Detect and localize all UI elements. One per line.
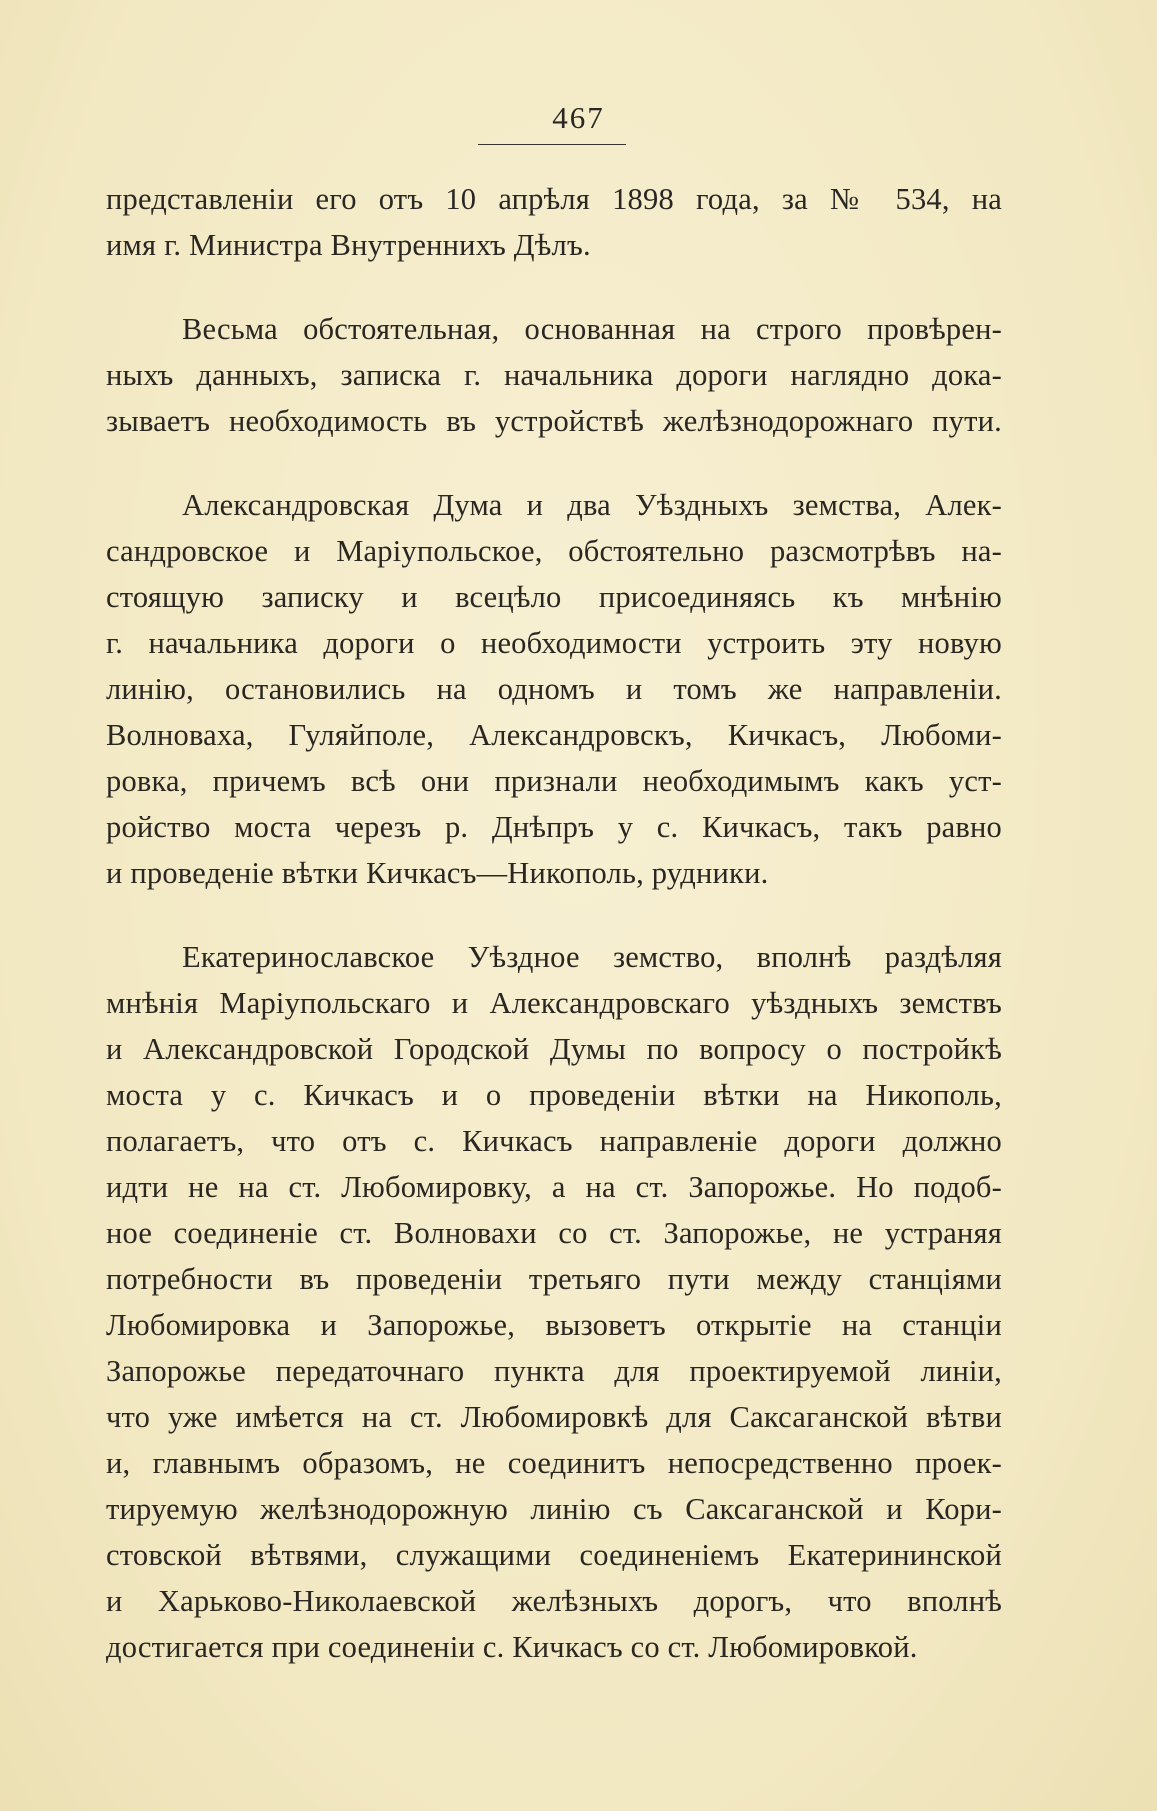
text-line: и, главнымъ образомъ, не соединитъ непосредственно проек- xyxy=(106,1446,1002,1480)
text-line: Любомировка и Запорожье, вызоветъ открытіе на станціи xyxy=(106,1308,1002,1342)
text-line: достигается при соединеніи с. Кичкасъ со ст. Любомировкой. xyxy=(106,1630,918,1664)
text-line: г. начальника дороги о необходимости устроить эту новую xyxy=(106,626,1002,660)
text-line: и Александровской Городской Думы по вопросу о постройкѣ xyxy=(106,1032,1002,1066)
text-line: Александровская Дума и два Уѣздныхъ земства, Алек- xyxy=(182,488,1002,522)
text-line: что уже имѣется на ст. Любомировкѣ для Саксаганской вѣтви xyxy=(106,1400,1002,1434)
text-line: и Харьково-Николаевской желѣзныхъ дорогъ, что вполнѣ xyxy=(106,1584,1002,1618)
text-line: идти не на ст. Любомировку, а на ст. Запорожье. Но подоб- xyxy=(106,1170,1002,1204)
paragraph-1 xyxy=(106,176,1002,268)
text-line: зываетъ необходимость въ устройствѣ желѣзнодорожнаго пути. xyxy=(106,404,1002,438)
text-line: представленіи его отъ 10 апрѣля 1898 года, за № 534, на xyxy=(106,182,1002,216)
text-line: полагаетъ, что отъ с. Кичкасъ направленіе дороги должно xyxy=(106,1124,1002,1158)
text-line: Екатеринославское Уѣздное земство, вполнѣ раздѣляя xyxy=(182,940,1002,974)
text-line: линію, остановились на одномъ и томъ же направленіи. xyxy=(106,672,1002,706)
paragraph-2 xyxy=(106,306,1002,444)
text-line: Весьма обстоятельная, основанная на строго провѣрен- xyxy=(182,312,1002,346)
text-line: потребности въ проведеніи третьяго пути между станціями xyxy=(106,1262,1002,1296)
body-text xyxy=(106,176,1002,1670)
page-number: 467 xyxy=(552,100,605,135)
page-number-rule xyxy=(478,144,626,145)
text-line: сандровское и Маріупольское, обстоятельно разсмотрѣвъ на- xyxy=(106,534,1002,568)
text-line: мнѣнія Маріупольскаго и Александровскаго уѣздныхъ земствъ xyxy=(106,986,1002,1020)
text-line: тируемую желѣзнодорожную линію съ Саксаганской и Кори- xyxy=(106,1492,1002,1526)
text-line: ровка, причемъ всѣ они признали необходимымъ какъ уст- xyxy=(106,764,1002,798)
text-line: ныхъ данныхъ, записка г. начальника дороги наглядно дока- xyxy=(106,358,1002,392)
text-line: стоящую записку и всецѣло присоединяясь къ мнѣнію xyxy=(106,580,1002,614)
text-line: ройство моста черезъ р. Днѣпръ у с. Кичкасъ, такъ равно xyxy=(106,810,1002,844)
paragraph-4 xyxy=(106,934,1002,1670)
text-line: стовской вѣтвями, служащими соединеніемъ Екатерининской xyxy=(106,1538,1002,1572)
text-line: имя г. Министра Внутреннихъ Дѣлъ. xyxy=(106,228,591,262)
text-line: и проведеніе вѣтки Кичкасъ—Никополь, рудники. xyxy=(106,856,769,890)
paragraph-3 xyxy=(106,482,1002,896)
text-line: ное соединеніе ст. Волновахи со ст. Запорожье, не устраняя xyxy=(106,1216,1002,1250)
text-line: моста у с. Кичкасъ и о проведеніи вѣтки на Никополь, xyxy=(106,1078,1002,1112)
text-line: Запорожье передаточнаго пункта для проектируемой линіи, xyxy=(106,1354,1002,1388)
text-line: Волноваха, Гуляйполе, Александровскъ, Кичкасъ, Любоми- xyxy=(106,718,1002,752)
